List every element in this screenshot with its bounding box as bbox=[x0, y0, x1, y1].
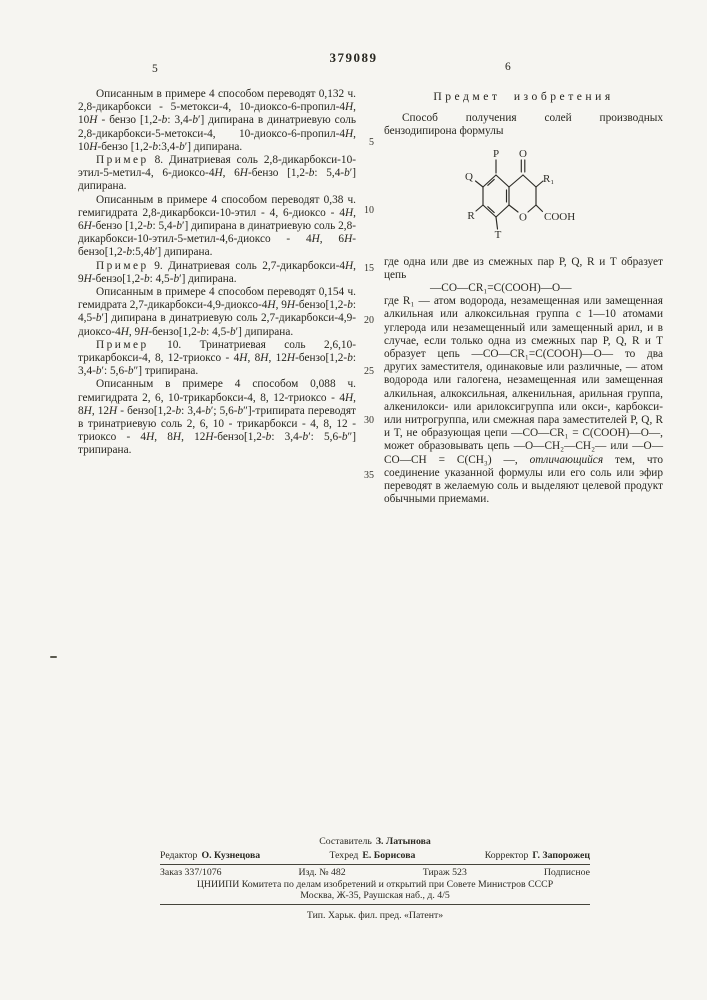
substituent-label-r1: R₁ bbox=[543, 172, 555, 185]
editor-credit bbox=[160, 850, 260, 862]
carboxyl-group-label: COOH bbox=[544, 210, 576, 223]
paragraph-example-10: Пример 10. Тринатриевая соль 2,6,10-трикарбокси-4, 8, 12-триоксо - 4H, 8H, 12H-бензо[1,2-b: 3,4-b′: 5,6-b″] трипирана. bbox=[78, 338, 356, 378]
paragraph-example-9-body: Описанным в примере 4 способом переводят 0,154 ч. гемидрата 2,7-дикарбокси-4,9-диоксо-4H, 9H-бензо[1,2-b: 4,5-b′] дипирана в динатриевую соль 2,7-дикарбокси-4,9-диоксо-4H, 9H-бензо[1,2-b: 4,5-b′] дипирана. bbox=[78, 286, 356, 338]
chemical-structure-block bbox=[384, 139, 663, 256]
composer-label: Составитель bbox=[319, 836, 372, 847]
substituent-label-p: P bbox=[492, 147, 500, 160]
scan-artifact-dash bbox=[50, 656, 57, 658]
techred-name: Е. Борисова bbox=[362, 849, 416, 861]
footer-divider-bottom bbox=[160, 904, 590, 905]
patent-number: 379089 bbox=[329, 50, 378, 65]
subscription-note: Подписное bbox=[543, 867, 590, 878]
substituent-label-t: T bbox=[494, 228, 502, 241]
editor-label: Редактор bbox=[160, 849, 198, 861]
corrector-name: Г. Запорожец bbox=[532, 849, 590, 861]
right-column bbox=[384, 90, 663, 506]
ring-oxygen-label: O bbox=[519, 211, 527, 224]
margin-line-number-15: 15 bbox=[364, 263, 374, 274]
composer-credit bbox=[160, 836, 590, 848]
committee-line: ЦНИИПИ Комитета по делам изобретений и открытий при Совете Министров СССР bbox=[196, 878, 554, 890]
substituent-label-q: Q bbox=[465, 170, 473, 183]
corrector-label: Корректор bbox=[484, 849, 529, 861]
margin-line-number-5: 5 bbox=[369, 137, 374, 148]
print-run: Тираж 523 bbox=[422, 867, 467, 878]
chain-formula-text: —CO—CR₁=C(COOH)—O— bbox=[430, 282, 572, 295]
chemical-structure-diagram bbox=[438, 145, 618, 257]
claims-intro: Способ получения солей производных бензодипирона формулы bbox=[384, 112, 663, 138]
paragraph-example-8-body: Описанным в примере 4 способом переводят 0,38 ч. гемигидрата 2,8-дикарбокси-10-этил - 4, 6-диоксо - 4H, 6H-бензо [1,2-b: 5,4-b′] дипирана в динатриевую соль 2,8-дикарбокси-10-этил-5-метил-4,6-диоксо - 4H, 6H-бензо[1,2-b:5,4b′] дипирана. bbox=[78, 193, 356, 259]
claim-body-text: где R₁ — атом водорода, незамещенная или замещенная алкильная или алкоксильная группа с 1—10 атомами углерода или незамещенный или замещенный арил, и в случае, если только одна из смежных пар P, Q, R и T образует цепь —CO—CR₁=C(COOH)—O— то два других заместителя, одинаковые или различные, — атом водорода или галогена, незамещенная или замещенная алкильная, алкоксильная, алкенильная, арильная группа, алкенилокси- или арилоксигруппа или окси-, карбокси- или нитрогруппа, или смежная пара заместителей P, Q, R и T, не образующая цепи —CO—CR₁ = C(COOH)—O—, может образовывать цепь —O—CH₂—CH₂— или —O—CO—CH = C(CH₃) —, отличающийся тем, что соединение указанной формулы или его соль или эфир переводят в желаемую соль и выделяют целевой продукт обычными приемами. bbox=[384, 295, 663, 506]
ketone-oxygen-label: O bbox=[519, 147, 527, 160]
address-line: Москва, Ж-35, Раушская наб., д. 4/5 bbox=[300, 890, 450, 901]
printing-house-line: Тип. Харьк. фил. пред. «Патент» bbox=[306, 909, 444, 921]
margin-line-number-30: 30 bbox=[364, 415, 374, 426]
techred-label: Техред bbox=[329, 849, 359, 861]
margin-line-number-20: 20 bbox=[364, 315, 374, 326]
footer-divider-top bbox=[160, 864, 590, 865]
corrector-credit bbox=[485, 850, 590, 862]
paragraph-example-10-body: Описанным в примере 4 способом 0,088 ч. гемигидрата 2, 6, 10-трикарбокси-4, 8, 12-триоксо - 4H, 8H, 12H - бензо[1,2-b: 3,4-b′; 5,6-b″]-трипирата переводят в тринатриевую соль 2, 6, 10 - трикарбокси - 4, 8, 12 - триоксо - 4H, 8H, 12H-бензо[1,2-b: 3,4-b′: 5,6-b″] трипирана. bbox=[78, 378, 356, 457]
techred-credit bbox=[329, 850, 415, 862]
claim-lead-text: где одна или две из смежных пар P, Q, R и T образует цепь bbox=[384, 255, 663, 281]
margin-line-number-10: 10 bbox=[364, 205, 374, 216]
margin-line-number-35: 35 bbox=[364, 470, 374, 481]
substituent-label-r: R bbox=[467, 209, 475, 222]
left-column bbox=[78, 88, 356, 458]
column-number-right: 6 bbox=[505, 61, 511, 73]
margin-line-number-25: 25 bbox=[364, 366, 374, 377]
order-number: Заказ 337/1076 bbox=[160, 867, 222, 878]
paragraph-example-8: Пример 8. Динатриевая соль 2,8-дикарбокси-10-этил-5-метил-4, 6-диоксо-4H, 6H-бензо [1,2-b: 5,4-b′] дипирана. bbox=[78, 154, 357, 193]
edition-number: Изд. № 482 bbox=[298, 867, 346, 878]
column-number-left: 5 bbox=[152, 63, 158, 75]
claims-heading: Предмет изобретения bbox=[433, 90, 614, 103]
imprint-footer bbox=[160, 836, 590, 921]
editor-name: О. Кузнецова bbox=[201, 849, 261, 861]
composer-name: З. Латынова bbox=[375, 836, 431, 847]
paragraph-continuation: Описанным в примере 4 способом переводят 0,132 ч. 2,8-дикарбокси - 5-метокси-4, 10-диоксо-6-пропил-4H, 10H - бензо [1,2-b: 3,4-b′] дипирана в динатриевую соль 2,8-дикарбокси-5-метокси-4, 10-диоксо-6-пропил-4H, 10H-бензо [1,2-b:3,4-b′] дипирана. bbox=[78, 88, 356, 153]
credits-row bbox=[160, 850, 590, 862]
paragraph-example-9: Пример 9. Динатриевая соль 2,7-дикарбокси-4H, 9H-бензо[1,2-b: 4,5-b′] дипирана. bbox=[78, 259, 356, 285]
print-order-row bbox=[160, 867, 590, 879]
